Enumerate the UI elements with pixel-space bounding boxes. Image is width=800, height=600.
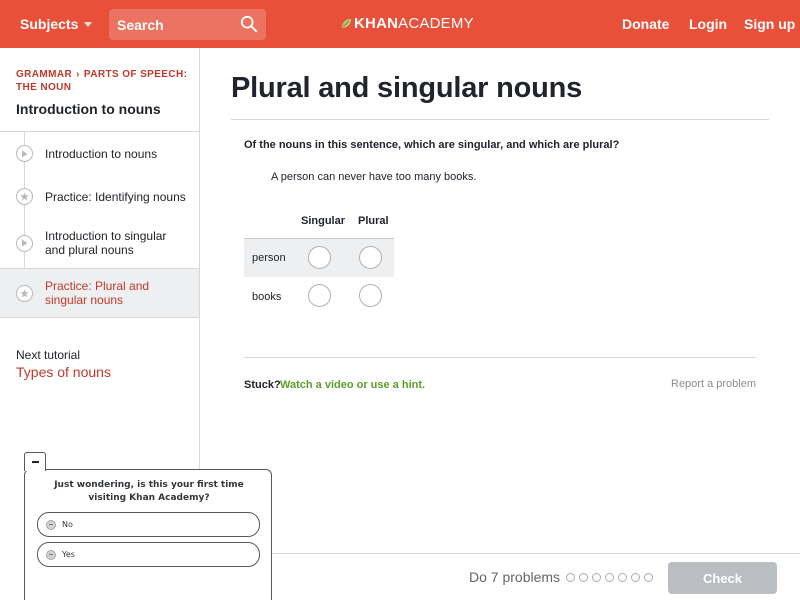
sidebar-item-intro-singular-plural[interactable] (0, 218, 199, 268)
survey-option-label: No (62, 520, 73, 529)
sidebar-item-practice-plural-singular[interactable] (0, 268, 199, 318)
play-icon (16, 145, 33, 162)
radio-icon (46, 520, 56, 530)
do-problems-label: Do 7 problems (469, 569, 561, 585)
check-button[interactable]: Check (668, 562, 777, 594)
subjects-menu[interactable] (20, 0, 92, 48)
logo-bold-text: KHAN (354, 15, 399, 32)
next-tutorial-link[interactable]: Types of nouns (16, 364, 111, 380)
progress-dot (566, 573, 575, 582)
sidebar-item-label: Practice: Identifying nouns (45, 189, 186, 204)
next-tutorial-label: Next tutorial (16, 348, 81, 362)
progress-dot (631, 573, 640, 582)
breadcrumb-grammar[interactable]: GRAMMAR (16, 69, 73, 80)
donate-link[interactable]: Donate (622, 16, 670, 32)
grid-row-person (244, 238, 394, 277)
radio-books-singular[interactable] (308, 284, 331, 307)
progress-dot (579, 573, 588, 582)
grid-row-books (244, 277, 394, 316)
radio-person-plural[interactable] (359, 246, 382, 269)
radio-books-plural[interactable] (359, 284, 382, 307)
divider (244, 357, 756, 358)
page-title: Plural and singular nouns (231, 72, 583, 104)
chevron-right-icon: › (76, 69, 80, 80)
star-icon (16, 188, 33, 205)
example-sentence: A person can never have too many books. (271, 171, 477, 183)
survey-option-yes[interactable] (37, 542, 260, 567)
tutorial-item-list (0, 131, 199, 318)
sidebar-item-label: Introduction to singular and plural nouns (45, 229, 167, 257)
star-icon (16, 285, 33, 302)
report-problem-link[interactable]: Report a problem (671, 378, 756, 390)
breadcrumb-parts-of-speech[interactable]: PARTS OF SPEECH: THE NOUN (16, 69, 188, 93)
hint-link[interactable]: Watch a video or use a hint. (280, 379, 426, 391)
signup-link[interactable]: Sign up (744, 16, 796, 32)
minimize-survey-button[interactable] (24, 452, 46, 471)
exercise-footer (200, 553, 800, 600)
search-icon[interactable] (240, 15, 258, 33)
progress-dot (605, 573, 614, 582)
sidebar-item-intro-nouns[interactable] (0, 132, 199, 175)
logo-light-text: ACADEMY (398, 15, 474, 32)
column-header-singular: Singular (301, 215, 346, 227)
sidebar-item-label: Introduction to nouns (45, 146, 158, 161)
login-link[interactable]: Login (689, 16, 728, 32)
row-label: person (252, 252, 286, 264)
stuck-label: Stuck? (244, 379, 281, 391)
radio-icon (46, 550, 56, 560)
sidebar-item-label: Practice: Plural and singular nouns (45, 279, 150, 307)
progress-dots (566, 573, 653, 582)
play-icon (16, 235, 33, 252)
progress-dot (592, 573, 601, 582)
breadcrumb (16, 68, 191, 94)
search-box[interactable] (109, 9, 266, 40)
survey-option-label: Yes (62, 550, 75, 559)
column-header-plural: Plural (358, 215, 389, 227)
progress-dot (618, 573, 627, 582)
question-text: Of the nouns in this sentence, which are singular, and which are plural? (244, 139, 620, 151)
caret-down-icon (84, 22, 92, 27)
subjects-label: Subjects (20, 16, 79, 32)
divider (231, 119, 769, 120)
survey-option-no[interactable] (37, 512, 260, 537)
survey-question: Just wondering, is this your first time visiting Khan Academy? (54, 480, 244, 503)
sidebar-item-practice-identifying[interactable] (0, 175, 199, 218)
tutorial-title[interactable]: Introduction to nouns (16, 101, 161, 117)
row-label: books (252, 290, 282, 303)
minus-icon (32, 461, 39, 463)
top-nav-bar (0, 0, 800, 48)
khan-academy-logo[interactable] (341, 15, 474, 32)
search-input[interactable] (109, 17, 229, 33)
progress-dot (644, 573, 653, 582)
radio-person-singular[interactable] (308, 246, 331, 269)
survey-popup (24, 469, 272, 600)
leaf-icon (341, 18, 352, 29)
